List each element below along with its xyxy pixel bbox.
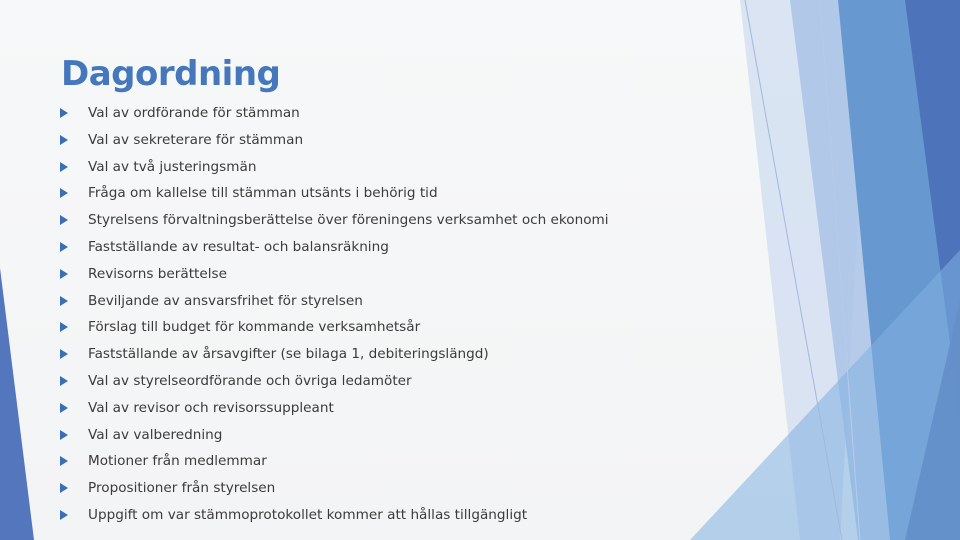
triangle-bullet-icon xyxy=(60,456,68,466)
triangle-bullet-icon xyxy=(60,162,68,172)
agenda-item xyxy=(59,475,739,502)
agenda-item xyxy=(59,180,739,207)
agenda-item xyxy=(59,100,739,127)
agenda-item xyxy=(59,234,739,261)
triangle-bullet-icon xyxy=(60,108,68,118)
agenda-item-label: Val av styrelseordförande och övriga ledamöter xyxy=(88,372,412,389)
triangle-bullet-icon xyxy=(60,296,68,306)
agenda-item xyxy=(59,314,739,341)
agenda-item-label: Val av sekreterare för stämman xyxy=(88,131,304,148)
triangle-bullet-icon xyxy=(60,135,68,145)
agenda-item-label: Val av revisor och revisorssuppleant xyxy=(88,399,334,416)
agenda-item xyxy=(59,127,739,154)
triangle-bullet-icon xyxy=(60,188,68,198)
agenda-item-label: Förslag till budget för kommande verksamhetsår xyxy=(88,319,421,336)
triangle-bullet-icon xyxy=(60,242,68,252)
agenda-item xyxy=(59,502,739,529)
agenda-item-label: Revisorns berättelse xyxy=(88,265,227,282)
agenda-item-label: Propositioner från styrelsen xyxy=(88,480,276,497)
page-title: Dagordning xyxy=(61,54,281,94)
triangle-bullet-icon xyxy=(60,510,68,520)
agenda-item-label: Val av två justeringsmän xyxy=(88,158,257,175)
triangle-bullet-icon xyxy=(60,403,68,413)
triangle-bullet-icon xyxy=(60,322,68,332)
agenda-item-label: Val av ordförande för stämman xyxy=(88,105,300,121)
triangle-bullet-icon xyxy=(60,215,68,225)
agenda-item xyxy=(59,341,739,368)
agenda-item-label: Fastställande av resultat- och balansräkning xyxy=(88,238,389,255)
agenda-item xyxy=(59,154,739,181)
agenda-item-label: Beviljande av ansvarsfrihet för styrelsen xyxy=(88,292,363,309)
agenda-item-label: Styrelsens förvaltningsberättelse över föreningens verksamhet och ekonomi xyxy=(88,212,609,229)
agenda-item-label: Fråga om kallelse till stämman utsänts i behörig tid xyxy=(88,185,438,202)
agenda-item-label: Uppgift om var stämmoprotokollet kommer att hållas tillgängligt xyxy=(88,506,528,523)
left-edge-shape xyxy=(0,268,34,540)
agenda-item xyxy=(59,422,739,449)
triangle-bullet-icon xyxy=(60,349,68,359)
agenda-item xyxy=(59,368,739,395)
agenda-item-label: Motioner från medlemmar xyxy=(88,453,267,470)
agenda-item xyxy=(59,261,739,288)
agenda-item xyxy=(59,207,739,234)
triangle-bullet-icon xyxy=(60,483,68,493)
agenda-item xyxy=(59,395,739,422)
agenda-item-label: Val av valberedning xyxy=(88,426,223,443)
triangle-bullet-icon xyxy=(60,430,68,440)
agenda-list xyxy=(59,100,739,529)
triangle-bullet-icon xyxy=(60,376,68,386)
agenda-item xyxy=(59,288,739,315)
agenda-item-label: Fastställande av årsavgifter (se bilaga 1, debiteringslängd) xyxy=(88,346,489,363)
agenda-item xyxy=(59,448,739,475)
triangle-bullet-icon xyxy=(60,269,68,279)
